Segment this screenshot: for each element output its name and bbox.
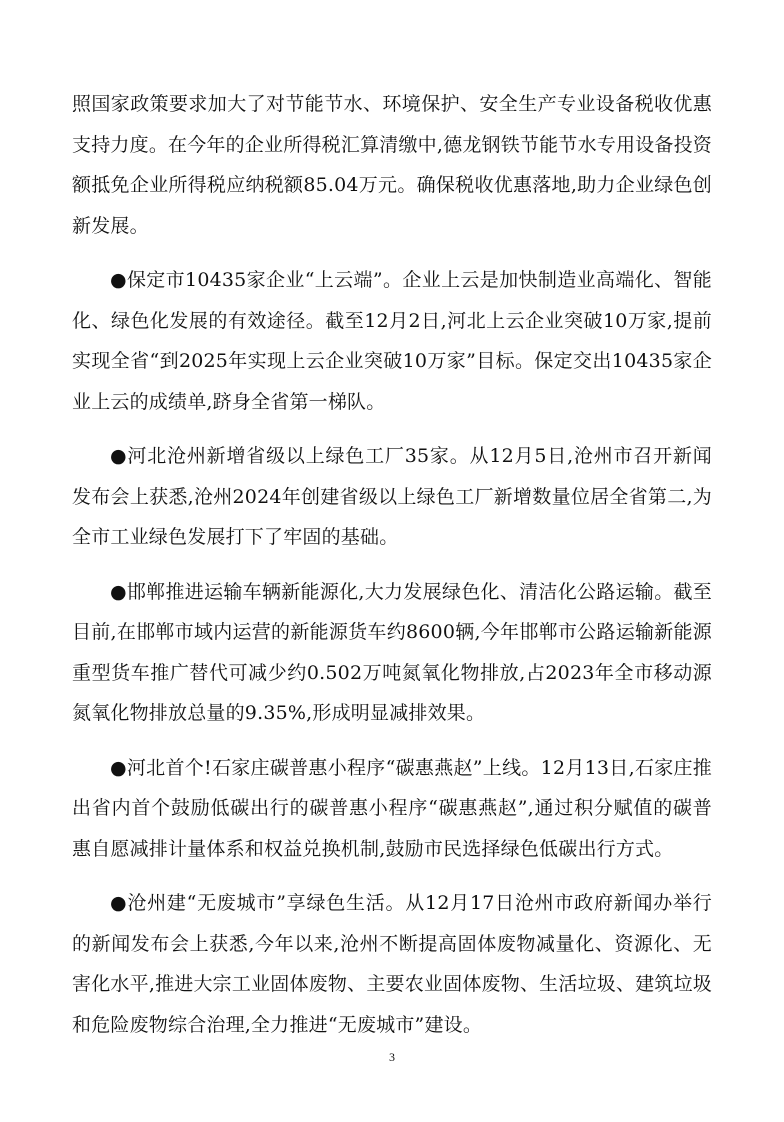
paragraph-shijiazhuang-carbon-app: ●河北首个!石家庄碳普惠小程序“碳惠燕赵”上线。12月13日,石家庄推出省内首个鼓励低碳出行的碳普惠小程序“碳惠燕赵”,通过积分赋值的碳普惠自愿减排计量体系和权益兑换机制,鼓励市民选择绿色低碳出行方式。 bbox=[72, 756, 712, 860]
document-body bbox=[72, 84, 712, 1059]
page-number: 3 bbox=[389, 1050, 395, 1064]
paragraph-baoding-cloud: ●保定市10435家企业“上云端”。企业上云是加快制造业高端化、智能化、绿色化发展的有效途径。截至12月2日,河北上云企业突破10万家,提前实现全省“到2025年实现上云企业突破10万家”目标。保定交出10435家企业上云的成绩单,跻身全省第一梯队。 bbox=[72, 269, 712, 413]
paragraph-cangzhou-green-factory: ●河北沧州新增省级以上绿色工厂35家。从12月5日,沧州市召开新闻发布会上获悉,沧州2024年创建省级以上绿色工厂新增数量位居全省第二,为全市工业绿色发展打下了牢固的基础。 bbox=[72, 445, 712, 548]
paragraph-handan-new-energy: ●邯郸推进运输车辆新能源化,大力发展绿色化、清洁化公路运输。截至目前,在邯郸市域内运营的新能源货车约8600辆,今年邯郸市公路运输新能源重型货车推广替代可减少约0.502万吨氮氧化物排放,占2023年全市移动源氮氧化物排放总量的9.35%,形成明显减排效果。 bbox=[72, 580, 712, 724]
paragraph-cangzhou-zero-waste: ●沧州建“无废城市”享绿色生活。从12月17日沧州市政府新闻办举行的新闻发布会上获悉,今年以来,沧州不断提高固体废物减量化、资源化、无害化水平,推进大宗工业固体废物、主要农业固体废物、生活垃圾、建筑垃圾和危险废物综合治理,全力推进“无废城市”建设。 bbox=[72, 892, 712, 1036]
paragraph-tax-incentive: 照国家政策要求加大了对节能节水、环境保护、安全生产专业设备税收优惠支持力度。在今年的企业所得税汇算清缴中,德龙钢铁节能节水专用设备投资额抵免企业所得税应纳税额85.04万元。确保税收优惠落地,助力企业绿色创新发展。 bbox=[72, 93, 712, 237]
